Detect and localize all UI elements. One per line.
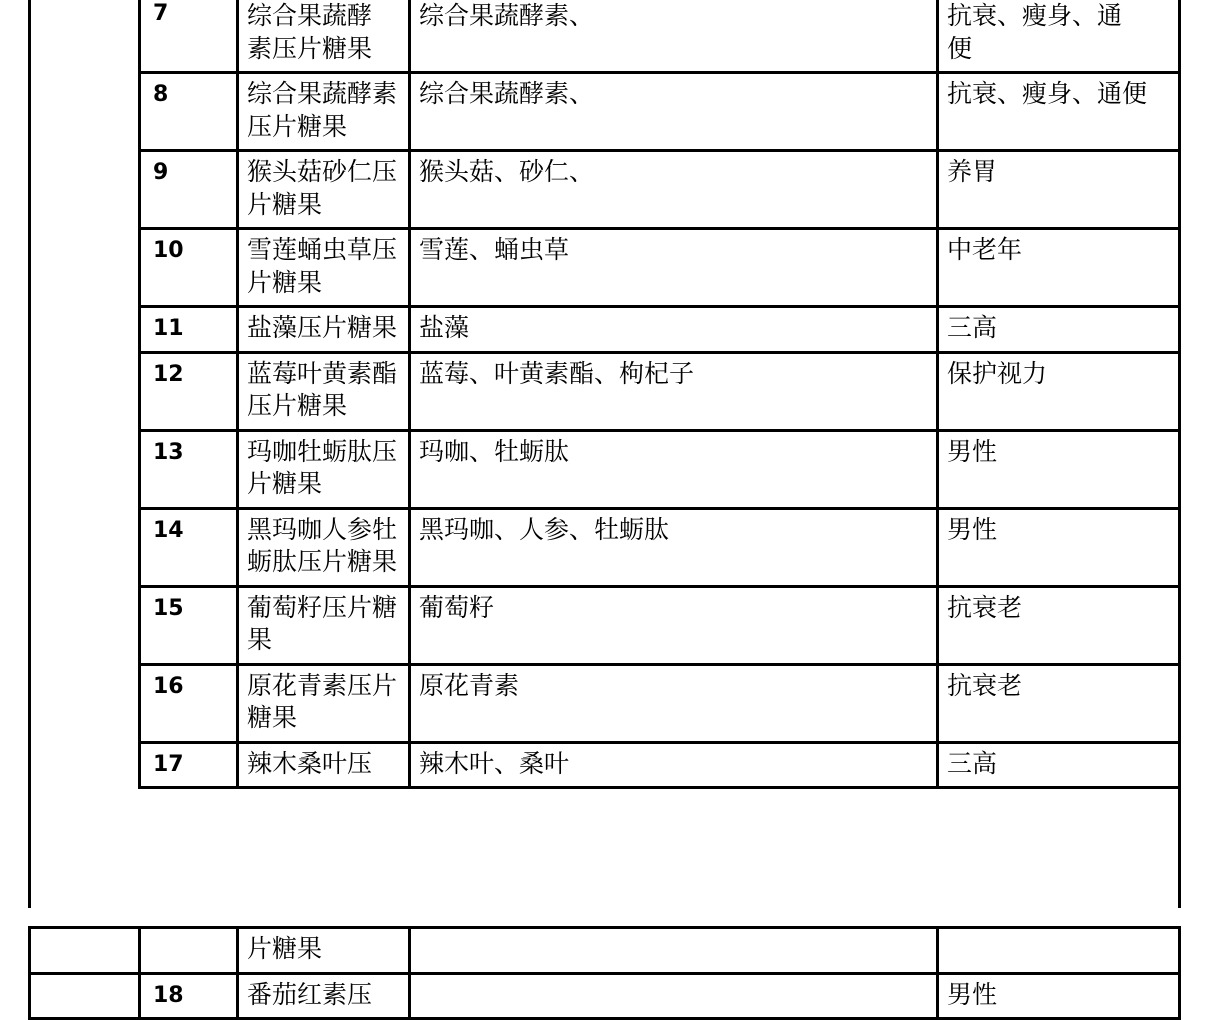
cell-product-name: 综合果蔬酵素压片糖果	[238, 73, 410, 151]
cell-ingredients: 猴头菇、砂仁、	[410, 151, 938, 229]
cell-function	[938, 928, 1180, 974]
cell-function: 抗衰老	[938, 664, 1180, 742]
product-table-upper	[138, 0, 1178, 789]
cell-function: 三高	[938, 307, 1180, 353]
table-row	[140, 307, 1180, 353]
cell-ingredients: 葡萄籽	[410, 586, 938, 664]
cell-gutter	[30, 973, 140, 1019]
cell-product-name	[238, 0, 410, 73]
product-table-continued	[28, 926, 1181, 1020]
cell-function: 三高	[938, 742, 1180, 788]
cell-index: 17	[140, 742, 238, 788]
cell-index: 18	[140, 973, 238, 1019]
cell-function: 保护视力	[938, 352, 1180, 430]
cell-function-line1: 抗衰、瘦身、通	[947, 1, 1123, 30]
cell-product-name: 葡萄籽压片糖果	[238, 586, 410, 664]
table-row	[140, 73, 1180, 151]
cell-product-name-line1: 综合果蔬酵	[247, 1, 373, 30]
cell-product-name: 玛咖牡蛎肽压片糖果	[238, 430, 410, 508]
cell-product-name: 片糖果	[238, 928, 410, 974]
cell-index: 16	[140, 664, 238, 742]
cell-ingredients: 雪莲、蛹虫草	[410, 229, 938, 307]
cell-ingredients: 黑玛咖、人参、牡蛎肽	[410, 508, 938, 586]
cell-index: 13	[140, 430, 238, 508]
table-row	[140, 430, 1180, 508]
cell-function: 男性	[938, 973, 1180, 1019]
page-break-gap	[0, 908, 1210, 926]
cell-index: 12	[140, 352, 238, 430]
cell-function: 抗衰、瘦身、通便	[938, 73, 1180, 151]
cell-product-name: 番茄红素压	[238, 973, 410, 1019]
table-row	[30, 928, 1180, 974]
table-row	[140, 151, 1180, 229]
table-row	[140, 664, 1180, 742]
cell-function-line2: 便	[947, 33, 973, 63]
table-row	[30, 973, 1180, 1019]
cell-ingredients: 盐藻	[410, 307, 938, 353]
cell-function: 男性	[938, 508, 1180, 586]
table-row	[140, 352, 1180, 430]
cell-ingredients: 蓝莓、叶黄素酯、枸杞子	[410, 352, 938, 430]
cell-function: 男性	[938, 430, 1180, 508]
cell-product-name: 蓝莓叶黄素酯压片糖果	[238, 352, 410, 430]
cell-ingredients: 辣木叶、桑叶	[410, 742, 938, 788]
cell-product-name: 猴头菇砂仁压片糖果	[238, 151, 410, 229]
cell-function: 中老年	[938, 229, 1180, 307]
cell-index: 10	[140, 229, 238, 307]
cell-index	[140, 928, 238, 974]
cell-ingredients: 综合果蔬酵素、	[410, 73, 938, 151]
cell-index: 14	[140, 508, 238, 586]
table-row	[140, 229, 1180, 307]
cell-ingredients	[410, 973, 938, 1019]
cell-index: 8	[140, 73, 238, 151]
cell-ingredients: 综合果蔬酵素、	[410, 0, 938, 73]
table-row	[140, 0, 1180, 73]
cell-product-name: 黑玛咖人参牡蛎肽压片糖果	[238, 508, 410, 586]
cell-product-name: 盐藻压片糖果	[238, 307, 410, 353]
cell-index: 11	[140, 307, 238, 353]
table-row	[140, 742, 1180, 788]
cell-ingredients: 玛咖、牡蛎肽	[410, 430, 938, 508]
cell-index: 15	[140, 586, 238, 664]
product-table	[138, 0, 1181, 789]
cell-index: 7	[140, 0, 238, 73]
cell-product-name-line2: 素压片糖果	[247, 33, 373, 63]
cell-product-name: 雪莲蛹虫草压片糖果	[238, 229, 410, 307]
product-table-lower	[28, 926, 1178, 1020]
table-row	[140, 586, 1180, 664]
cell-index: 9	[140, 151, 238, 229]
cell-function: 养胃	[938, 151, 1180, 229]
page-border-left	[28, 0, 31, 908]
table-row	[140, 508, 1180, 586]
cell-ingredients	[410, 928, 938, 974]
cell-function	[938, 0, 1180, 73]
cell-gutter	[30, 928, 140, 974]
cell-function: 抗衰老	[938, 586, 1180, 664]
cell-product-name: 辣木桑叶压	[238, 742, 410, 788]
cell-ingredients: 原花青素	[410, 664, 938, 742]
cell-product-name: 原花青素压片糖果	[238, 664, 410, 742]
